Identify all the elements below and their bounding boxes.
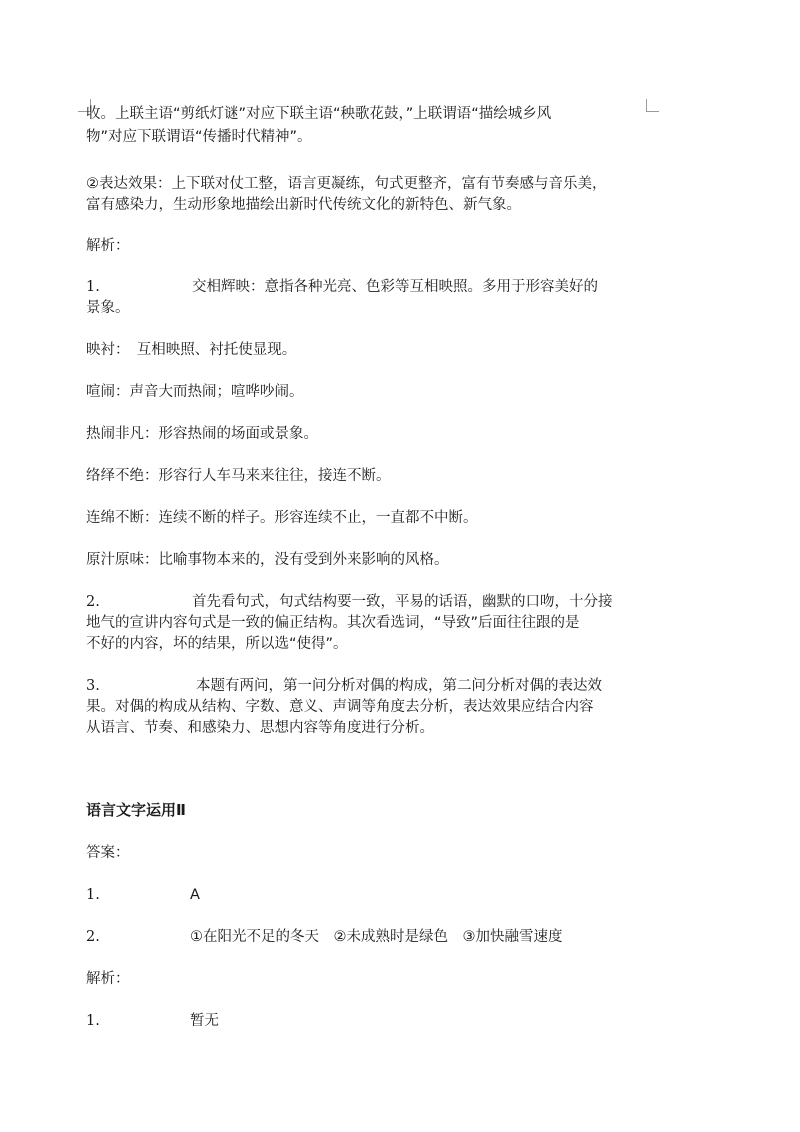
analysis-item-3-continued: 果。对偶的构成从结构、字数、意义、声调等角度去分析，表达效果应结合内容 xyxy=(86,699,594,715)
section-title: 语言文字运用Ⅱ xyxy=(86,801,186,819)
analysis-item-3-continued: 从语言、节奏、和感染力、思想内容等角度进行分析。 xyxy=(86,720,434,736)
expression-effect-line: 富有感染力，生动形象地描绘出新时代传统文化的新特色、新气象。 xyxy=(86,197,521,213)
item-text: 暂无 xyxy=(190,1013,219,1029)
analysis-item-2-continued: 地气的宣讲内容句式是一致的偏正结构。其次看选词，“导致”后面往往跟的是 xyxy=(86,615,580,631)
item-text: 本题有两问，第一问分析对偶的构成，第二问分析对偶的表达效 xyxy=(196,678,602,694)
item-number: 2. xyxy=(86,594,100,610)
item-number: 3. xyxy=(86,678,100,694)
word-definition: 喧闹：声音大而热闹；喧哗吵闹。 xyxy=(86,384,304,400)
word-definition: 映衬： 互相映照、衬托使显现。 xyxy=(86,342,297,358)
item-number: 2. xyxy=(86,929,100,945)
word-definition: 原汁原味：比喻事物本来的，没有受到外来影响的风格。 xyxy=(86,552,449,568)
analysis-item-3 xyxy=(86,676,648,697)
analysis-item-2 xyxy=(86,592,648,613)
answer-label: 答案： xyxy=(86,845,130,861)
expression-effect-line: ②表达效果：上下联对仗工整，语言更凝练，句式更整齐，富有节奏感与音乐美， xyxy=(86,176,607,192)
analysis-label: 解析： xyxy=(86,238,130,254)
answer-paragraph-line: 物”对应下联谓语“传播时代精神”。 xyxy=(86,129,312,145)
analysis-label: 解析： xyxy=(86,971,130,987)
item-number: 1. xyxy=(86,887,100,903)
answer-paragraph-line: 收。上联主语“剪纸灯谜”对应下联主语“秧歌花鼓，”上联谓语“描绘城乡风 xyxy=(86,106,552,122)
item-text: 交相辉映：意指各种光亮、色彩等互相映照。多用于形容美好的 xyxy=(192,279,598,295)
analysis-item-1 xyxy=(86,1011,648,1032)
word-definition: 连绵不断：连续不断的样子。形容连续不止，一直都不中断。 xyxy=(86,510,478,526)
item-number: 1. xyxy=(86,1013,100,1029)
analysis-item-1 xyxy=(86,277,648,298)
item-number: 1. xyxy=(86,279,100,295)
answer-item-2 xyxy=(86,927,648,948)
analysis-item-2-continued: 不好的内容，坏的结果，所以选“使得”。 xyxy=(86,636,348,652)
item-text: 首先看句式，句式结构要一致，平易的话语，幽默的口吻，十分接 xyxy=(192,594,613,610)
word-definition: 络绎不绝：形容行人车马来来往往，接连不断。 xyxy=(86,468,391,484)
analysis-item-1-continued: 景象。 xyxy=(86,300,130,316)
answer-value: ①在阳光不足的冬天 ②未成熟时是绿色 ③加快融雪速度 xyxy=(190,929,563,945)
answer-value: A xyxy=(190,887,200,903)
word-definition: 热闹非凡：形容热闹的场面或景象。 xyxy=(86,426,318,442)
answer-item-1 xyxy=(86,885,648,906)
